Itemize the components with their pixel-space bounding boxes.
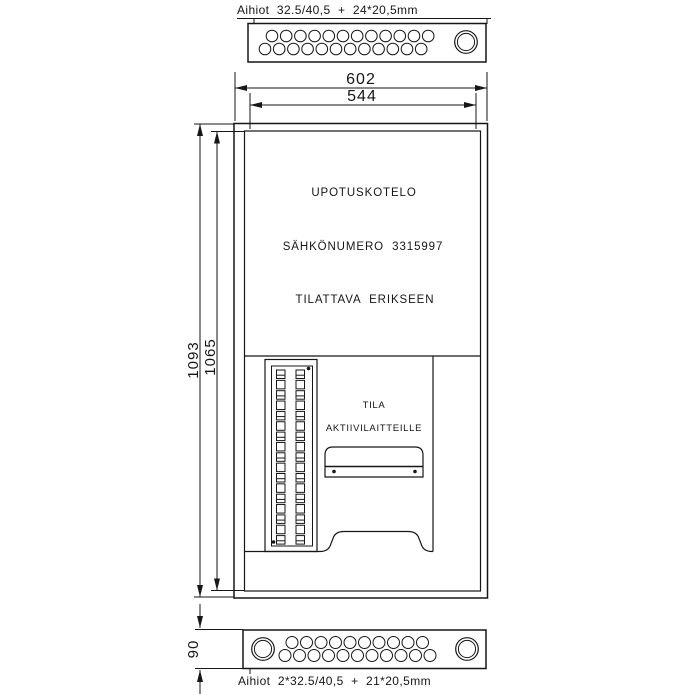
cable-hole [308, 650, 320, 662]
top-cable-strip-holes [259, 30, 477, 55]
terminal-contact [296, 411, 305, 420]
cable-hole [302, 43, 314, 55]
cable-hole [381, 650, 393, 662]
large-gland-hole-inner [254, 640, 271, 657]
terminal-contact [296, 401, 305, 410]
cable-hole [337, 30, 349, 42]
terminal-contact [277, 474, 286, 483]
cable-hole [394, 30, 406, 42]
terminal-contact [277, 525, 286, 534]
cable-hole [373, 43, 385, 55]
terminal-contact [277, 484, 286, 493]
enclosure-text-line3: TILATTAVA ERIKSEEN [295, 294, 435, 306]
bottom-cable-strip-outline [243, 630, 486, 669]
cable-hole [344, 637, 356, 649]
enclosure-text [283, 187, 444, 306]
cable-hole [417, 637, 429, 649]
large-gland-hole [456, 638, 479, 661]
cable-hole [373, 637, 385, 649]
cable-hole [422, 30, 434, 42]
cable-hole [344, 43, 356, 55]
bottom-blank-label-text: Aihiot 2*32.5/40,5 + 21*20,5mm [238, 674, 431, 688]
terminal-strip-screw-bottom [272, 540, 276, 544]
terminal-contact [296, 494, 305, 503]
mounting-bracket [325, 447, 423, 477]
cable-hole [387, 43, 399, 55]
cable-hole [395, 650, 407, 662]
cable-hole [288, 43, 300, 55]
terminal-contact [277, 463, 286, 472]
bottom-cable-strip [243, 630, 486, 669]
large-gland-hole-inner [457, 33, 474, 50]
enclosure-text-line2: SÄHKÖNUMERO 3315997 [282, 241, 444, 253]
cable-hole [402, 637, 414, 649]
terminal-contact [296, 515, 305, 524]
dim-1065-value: 1065 [202, 338, 219, 376]
cable-hole [424, 650, 436, 662]
strip-height-dimension [185, 604, 243, 694]
terminal-contact [277, 391, 286, 400]
cable-hole [408, 30, 420, 42]
device-area-line2: AKTIIVILAITTEILLE [325, 423, 423, 434]
cable-hole [366, 650, 378, 662]
terminal-contact [277, 494, 286, 503]
cable-hole [330, 637, 342, 649]
terminal-contact [296, 442, 305, 451]
enclosure-inner-frame [245, 131, 481, 591]
cable-hole [301, 637, 313, 649]
bracket-screw-right [413, 470, 417, 474]
terminal-contact [296, 380, 305, 389]
cable-hole [279, 650, 291, 662]
dim-602-value: 602 [346, 71, 376, 88]
terminal-contact [277, 432, 286, 441]
cable-hole [415, 43, 427, 55]
terminal-strip-screw-top [307, 367, 311, 371]
cable-hole [366, 30, 378, 42]
cable-hole [286, 637, 298, 649]
terminal-contact [277, 536, 286, 545]
cable-hole [330, 43, 342, 55]
terminal-contact [277, 453, 286, 462]
cable-hole [359, 43, 371, 55]
terminal-contact [277, 442, 286, 451]
cable-hole [388, 637, 400, 649]
terminal-contact [277, 411, 286, 420]
top-cable-strip-outline [248, 24, 486, 63]
cable-hole [309, 30, 321, 42]
terminal-contact [296, 391, 305, 400]
dim-1093-value: 1093 [185, 341, 202, 379]
dim-90-value: 90 [185, 639, 202, 659]
terminal-contact [277, 380, 286, 389]
top-blank-label-text: Aihiot 32.5/40,5 + 24*20,5mm [237, 3, 418, 17]
cable-hole [380, 30, 392, 42]
terminal-contact [277, 505, 286, 514]
terminal-contact [277, 515, 286, 524]
large-gland-hole-inner [458, 640, 475, 657]
mounting-bracket-outline [325, 447, 423, 477]
cable-hole [352, 650, 364, 662]
cable-hole [259, 43, 271, 55]
terminal-contact [296, 474, 305, 483]
large-gland-hole [252, 638, 275, 661]
cable-hole [316, 43, 328, 55]
terminal-contact [296, 370, 305, 379]
bracket-screw-left [332, 470, 336, 474]
terminal-contact [296, 525, 305, 534]
terminal-contact [296, 453, 305, 462]
terminal-contact [296, 536, 305, 545]
bottom-blank-label [238, 669, 431, 688]
cable-hole [266, 30, 278, 42]
terminal-strip-inner [272, 366, 313, 546]
terminal-contact [277, 401, 286, 410]
cable-hole [337, 650, 349, 662]
terminal-contact [296, 505, 305, 514]
cable-hole [359, 637, 371, 649]
terminal-contact [296, 463, 305, 472]
terminal-contact [277, 422, 286, 431]
din-terminal-strip [265, 360, 317, 552]
cable-hole [295, 30, 307, 42]
lower-compartment [245, 356, 481, 552]
cable-hole [410, 650, 422, 662]
cable-hole [323, 30, 335, 42]
terminal-contact [296, 484, 305, 493]
cable-hole [315, 637, 327, 649]
cable-hole [280, 30, 292, 42]
large-gland-hole [455, 31, 478, 54]
height-dimension-inner [202, 132, 244, 591]
terminal-contact [296, 432, 305, 441]
cable-hole [401, 43, 413, 55]
bottom-cable-strip-holes [252, 637, 479, 662]
cable-hole [273, 43, 285, 55]
cable-hole [323, 650, 335, 662]
top-cable-strip [248, 24, 486, 63]
top-blank-label [237, 3, 491, 24]
terminal-strip-outer [265, 360, 317, 552]
dim-544-value: 544 [347, 88, 377, 105]
cable-hole [351, 30, 363, 42]
enclosure-text-line1: UPOTUSKOTELO [311, 187, 417, 199]
terminal-strip-contacts [277, 370, 305, 544]
terminal-contact [277, 370, 286, 379]
cable-hole [294, 650, 306, 662]
terminal-contact [296, 422, 305, 431]
device-area-line1: TILA [362, 400, 386, 411]
dim-90-extension-lines [195, 630, 243, 669]
active-device-area [325, 400, 423, 477]
